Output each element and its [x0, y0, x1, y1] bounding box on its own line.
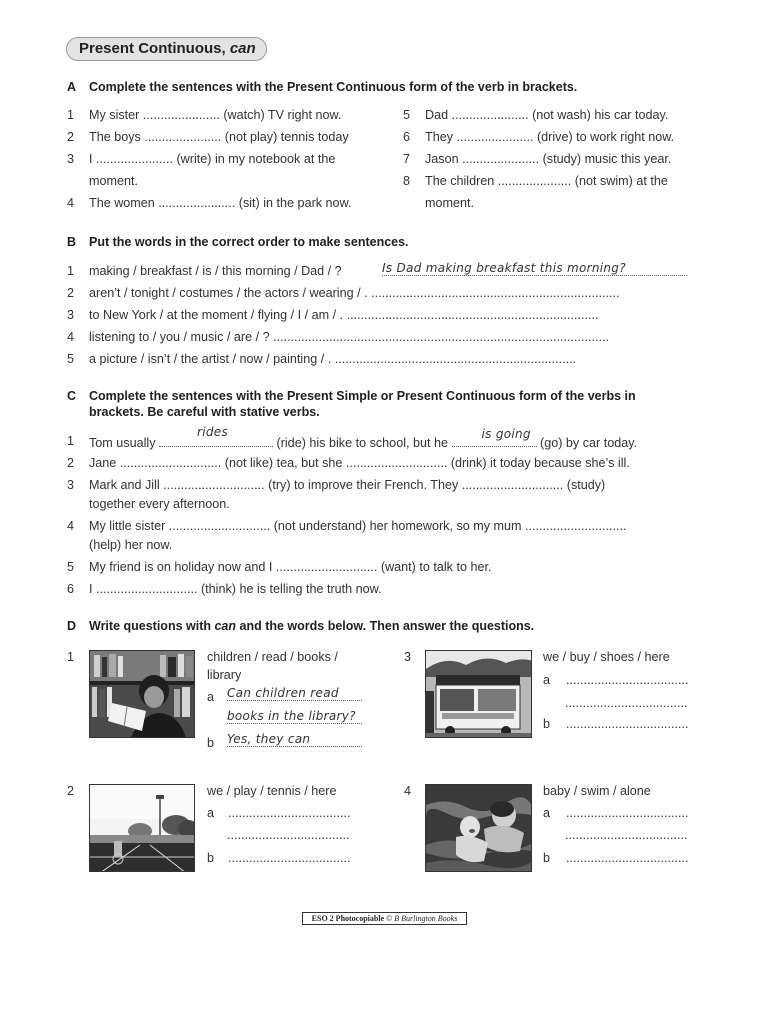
- answer-dots: ...................................: [227, 828, 350, 842]
- footer-copyright-symbol: ©: [386, 914, 395, 923]
- item-number: 3: [67, 152, 75, 166]
- exercise-sentence: My sister ...................... (watch) TV right now.: [89, 108, 342, 122]
- answer-row: [543, 673, 688, 687]
- exercise-sentence: Jane ............................. (not like) tea, but she ............................. (drink) it today because she’s ill.: [89, 456, 630, 470]
- answer-row: [543, 717, 688, 731]
- exercise-sentence: My little sister ............................. (not understand) her homework, so my mum .............................: [89, 519, 627, 533]
- answer-dots: .......................................................................: [371, 286, 620, 300]
- item-number: 1: [67, 650, 75, 664]
- section-letter: C: [67, 389, 77, 403]
- item-number: 4: [67, 330, 75, 344]
- exercise-sentence: They ...................... (drive) to work right now.: [425, 130, 675, 144]
- answer-row: [207, 851, 350, 865]
- item-number: 5: [403, 108, 411, 122]
- question-prompt: children / read / books /: [207, 650, 338, 664]
- item-number: 4: [67, 196, 75, 210]
- exercise-sentence: making / breakfast / is / this morning / Dad / ?: [89, 264, 342, 278]
- footer-publisher: B Burlington Books: [394, 914, 458, 923]
- answer-line: [382, 259, 687, 276]
- exercise-sentence-continued: moment.: [425, 196, 474, 210]
- answer-dots: ...................................: [228, 851, 351, 865]
- tennis-court-illustration: [90, 785, 195, 872]
- exercise-sentence: My friend is on holiday now and I ............................. (want) to talk to her.: [89, 560, 492, 574]
- exercise-sentence-continued: moment.: [89, 174, 138, 188]
- question-prompt: we / play / tennis / here: [207, 784, 337, 798]
- answer-label: b: [543, 851, 551, 865]
- section-instruction: Complete the sentences with the Present Simple or Present Continuous form of the verbs in: [89, 389, 636, 403]
- item-number: 3: [67, 308, 75, 322]
- answer-dots: ...................................: [228, 806, 351, 820]
- girl-reading-illustration: [90, 651, 195, 738]
- answer-row: [543, 806, 688, 820]
- item-number: 4: [67, 519, 75, 533]
- item-number: 8: [403, 174, 411, 188]
- handwritten-answer: is going: [481, 427, 531, 441]
- exercise-sentence: Mark and Jill ............................. (try) to improve their French. They ............................. (study): [89, 478, 606, 492]
- exercise-sentence: The boys ...................... (not play) tennis today: [89, 130, 349, 144]
- item-number: 3: [404, 650, 412, 664]
- answer-label: b: [543, 717, 551, 731]
- answer-dots: ...................................: [565, 696, 688, 710]
- item-number: 1: [67, 434, 75, 448]
- exercise-sentence: I ...................... (write) in my notebook at the: [89, 152, 336, 166]
- item-number: 4: [404, 784, 412, 798]
- title-italic: can: [229, 40, 256, 57]
- item-number: 7: [403, 152, 411, 166]
- page-title: [66, 37, 267, 61]
- baby-swimming-photo: [425, 784, 532, 872]
- section-instruction-continued: brackets. Be careful with stative verbs.: [89, 405, 320, 419]
- exercise-sentence: Tom usually rides (ride) his bike to school, but he is going (go) by car today.: [89, 425, 638, 450]
- section-instruction: Write questions with: [89, 619, 215, 633]
- question-prompt-continued: library: [207, 668, 242, 682]
- item-number: 2: [67, 456, 75, 470]
- answer-label: a: [207, 806, 215, 820]
- shoe-stall-photo: [425, 650, 532, 738]
- answer-dots: ........................................................................: [346, 308, 599, 322]
- answer-label: a: [543, 673, 551, 687]
- exercise-sentence: The women ...................... (sit) in the park now.: [89, 196, 352, 210]
- question-prompt: baby / swim / alone: [543, 784, 651, 798]
- answer-dots: ................................................................................................: [273, 330, 609, 344]
- section-instruction-end: and the words below. Then answer the questions.: [236, 619, 535, 633]
- item-number: 1: [67, 264, 75, 278]
- item-number: 6: [67, 582, 75, 596]
- handwritten-answer: Yes, they can: [227, 732, 311, 746]
- footer-label: ESO 2 Photocopiable: [311, 914, 385, 923]
- exercise-sentence: The children ..................... (not swim) at the: [425, 174, 668, 188]
- answer-label: a: [207, 690, 215, 704]
- handwritten-answer: rides: [197, 425, 229, 439]
- answer-label: a: [543, 806, 551, 820]
- exercise-sentence-continued: together every afternoon.: [89, 497, 230, 511]
- section-instruction: Complete the sentences with the Present Continuous form of the verb in brackets.: [89, 80, 578, 94]
- answer-label: b: [207, 736, 215, 750]
- section-instruction-italic: can: [214, 619, 237, 633]
- answer-row: [543, 851, 688, 865]
- handwritten-answer: books in the library?: [227, 709, 356, 723]
- answer-dots: ...................................: [565, 828, 688, 842]
- exercise-sentence-continued: (help) her now.: [89, 538, 173, 552]
- answer-line: [227, 730, 362, 747]
- answer-dots: .....................................................................: [334, 352, 577, 366]
- answer-dots: ...................................: [566, 717, 689, 731]
- girl-reading-photo: [89, 650, 195, 738]
- exercise-sentence: aren’t / tonight / costumes / the actors / wearing / . .......................................................................: [89, 286, 620, 300]
- handwritten-answer: Can children read: [227, 686, 339, 700]
- tennis-court-photo: [89, 784, 195, 872]
- item-number: 1: [67, 108, 75, 122]
- handwritten-answer: Is Dad making breakfast this morning?: [382, 261, 626, 275]
- item-number: 2: [67, 130, 75, 144]
- answer-dots: ...................................: [566, 806, 689, 820]
- copyright-footer: [302, 912, 467, 925]
- exercise-sentence: listening to / you / music / are / ? ................................................................................................: [89, 330, 609, 344]
- section-instruction: Put the words in the correct order to make sentences.: [89, 235, 409, 249]
- exercise-sentence: Jason ...................... (study) music this year.: [425, 152, 672, 166]
- section-letter: A: [67, 80, 77, 94]
- answer-line: [227, 707, 362, 724]
- item-number: 2: [67, 784, 75, 798]
- answer-dots: ...................................: [566, 673, 689, 687]
- question-prompt: we / buy / shoes / here: [543, 650, 670, 664]
- answer-dots: ...................................: [566, 851, 689, 865]
- shoe-stall-illustration: [426, 651, 532, 738]
- item-number: 6: [403, 130, 411, 144]
- answer-line: [227, 684, 362, 701]
- exercise-sentence: to New York / at the moment / flying / I / am / . ........................................................................: [89, 308, 599, 322]
- item-number: 3: [67, 478, 75, 492]
- exercise-sentence: I ............................. (think) he is telling the truth now.: [89, 582, 382, 596]
- item-number: 5: [67, 352, 75, 366]
- item-number: 2: [67, 286, 75, 300]
- answer-row: [207, 806, 350, 820]
- answer-label: b: [207, 851, 215, 865]
- section-letter: D: [67, 619, 77, 633]
- section-letter: B: [67, 235, 77, 249]
- item-number: 5: [67, 560, 75, 574]
- title-text: Present Continuous,: [79, 40, 230, 57]
- exercise-sentence: Dad ...................... (not wash) his car today.: [425, 108, 669, 122]
- exercise-sentence: a picture / isn’t / the artist / now / painting / . .....................................................................: [89, 352, 577, 366]
- baby-swimming-illustration: [426, 785, 532, 872]
